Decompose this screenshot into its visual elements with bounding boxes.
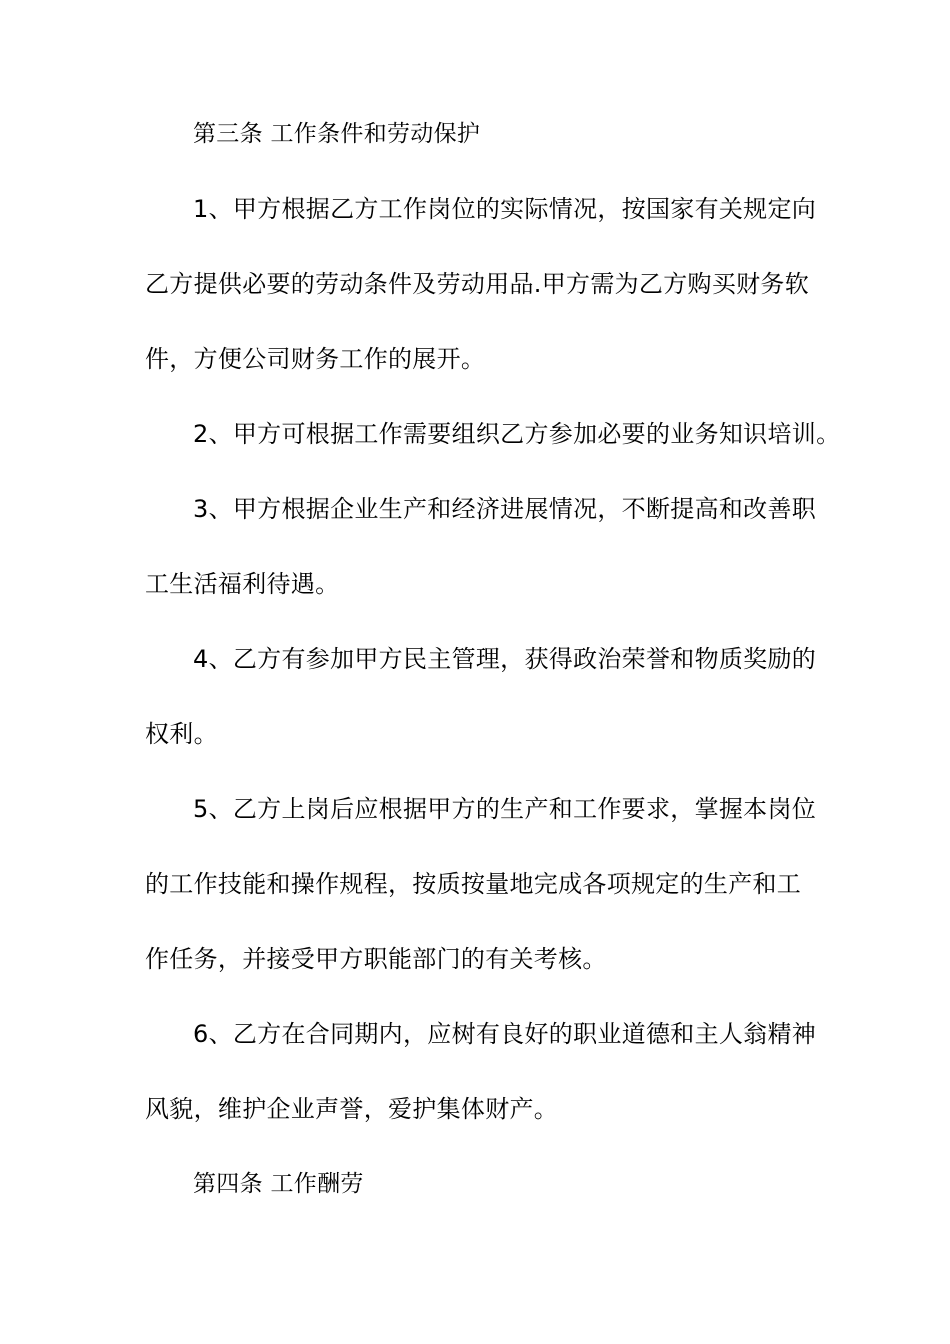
paragraph-3-line-1: 3、甲方根据企业生产和经济进展情况，不断提高和改善职 bbox=[193, 495, 817, 523]
paragraph-4-line-1: 4、乙方有参加甲方民主管理，获得政治荣誉和物质奖励的 bbox=[193, 645, 817, 673]
paragraph-4-line-2: 权利。 bbox=[145, 720, 218, 748]
paragraph-5-line-2: 的工作技能和操作规程，按质按量地完成各项规定的生产和工 bbox=[145, 870, 802, 898]
paragraph-6-line-1: 6、乙方在合同期内，应树有良好的职业道德和主人翁精神 bbox=[193, 1020, 817, 1048]
paragraph-5-line-1: 5、乙方上岗后应根据甲方的生产和工作要求，掌握本岗位 bbox=[193, 795, 817, 823]
paragraph-1-line-2: 乙方提供必要的劳动条件及劳动用品.甲方需为乙方购买财务软 bbox=[145, 270, 810, 298]
paragraph-3-line-2: 工生活福利待遇。 bbox=[145, 570, 340, 598]
article-3-heading: 第三条 工作条件和劳动保护 bbox=[193, 121, 481, 147]
article-4-heading: 第四条 工作酬劳 bbox=[193, 1171, 364, 1197]
paragraph-1-line-1: 1、甲方根据乙方工作岗位的实际情况，按国家有关规定向 bbox=[193, 195, 817, 223]
paragraph-5-line-3: 作任务，并接受甲方职能部门的有关考核。 bbox=[145, 945, 607, 973]
document-body bbox=[145, 117, 841, 1201]
paragraph-2-line-1: 2、甲方可根据工作需要组织乙方参加必要的业务知识培训。 bbox=[193, 420, 841, 448]
paragraph-6-line-2: 风貌，维护企业声誉，爱护集体财产。 bbox=[145, 1095, 559, 1123]
paragraph-1-line-3: 件，方便公司财务工作的展开。 bbox=[145, 345, 486, 373]
